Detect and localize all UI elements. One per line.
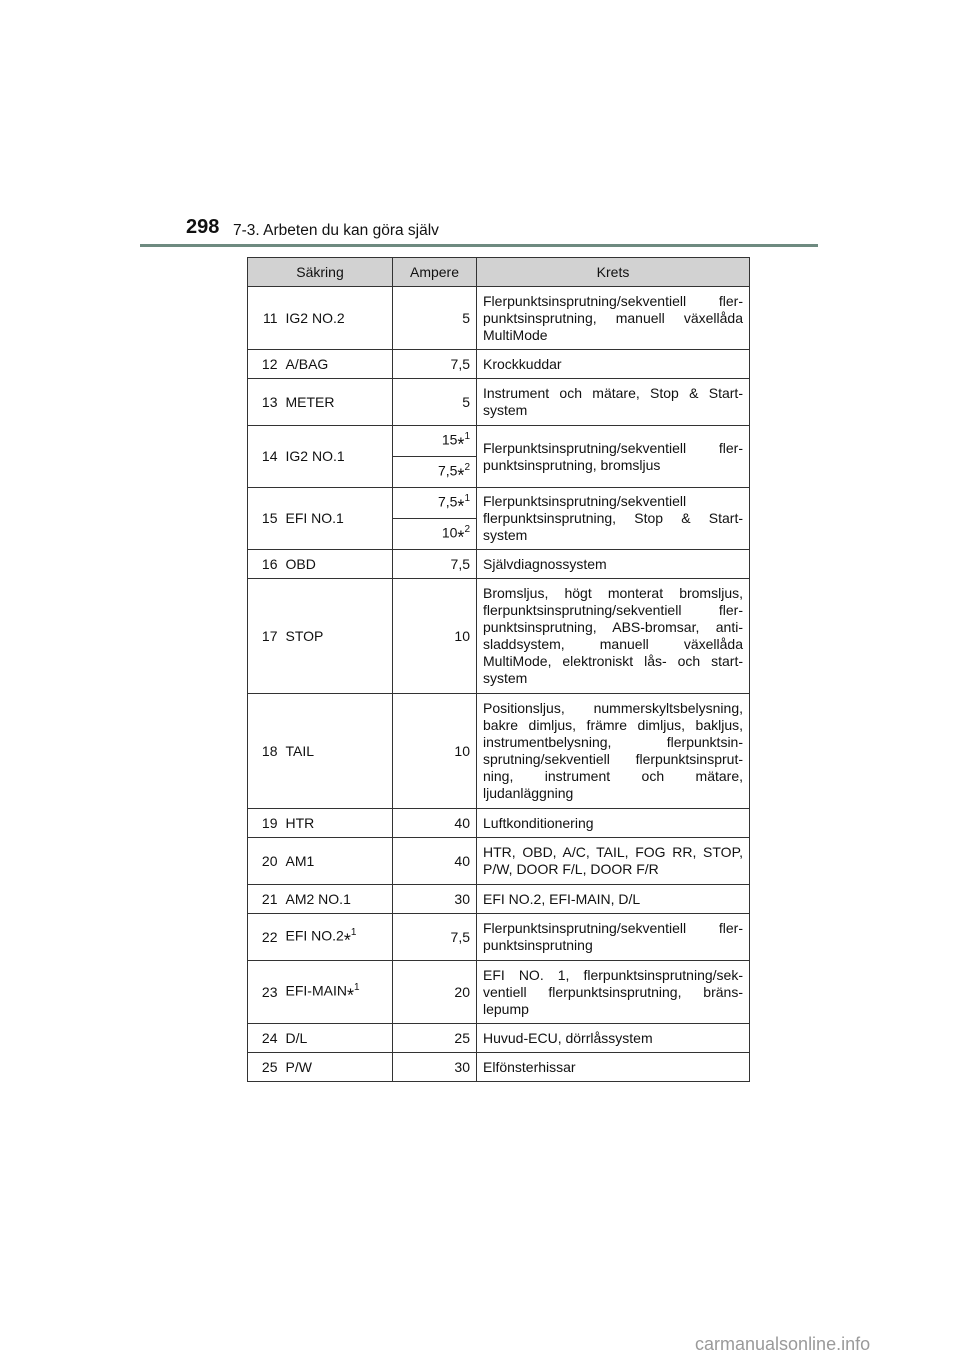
fuse-circuit: Instrument och mätare, Stop & Start-system	[477, 379, 750, 426]
fuse-ampere: 5	[393, 287, 477, 350]
footnote-marker: 1	[350, 927, 357, 939]
fuse-number: 15	[248, 488, 282, 550]
table-row	[248, 488, 750, 519]
fuse-name: P/W	[282, 1053, 393, 1082]
fuse-ampere: 10	[393, 694, 477, 809]
fuse-name: AM1	[282, 838, 393, 885]
table-row	[248, 579, 750, 694]
fuse-ampere: 10*$^2$	[393, 519, 477, 550]
fuse-name: OBD	[282, 550, 393, 579]
fuse-ampere: 25	[393, 1024, 477, 1053]
fuse-number: 25	[248, 1053, 282, 1082]
watermark: carmanualsonline.info	[695, 1334, 871, 1354]
fuse-name: HTR	[282, 809, 393, 838]
fuse-ampere: 30	[393, 885, 477, 914]
fuse-circuit: Flerpunktsinsprutning/sekventiell fler-punktsinsprutning, manuell växellåda MultiMode	[477, 287, 750, 350]
fuse-ampere: 7,5	[393, 914, 477, 961]
fuse-ampere: 7,5*$^1$	[393, 488, 477, 519]
table-row	[248, 885, 750, 914]
table-row	[248, 1024, 750, 1053]
fuse-circuit: EFI NO. 1, flerpunktsinsprutning/sek-ventiell flerpunktsinsprutning, bräns-lepump	[477, 961, 750, 1024]
fuse-circuit: HTR, OBD, A/C, TAIL, FOG RR, STOP, P/W, DOOR F/L, DOOR F/R	[477, 838, 750, 885]
fuse-ampere: 7,5*$^2$	[393, 457, 477, 488]
fuse-table	[247, 257, 750, 1082]
fuse-circuit: Elfönsterhissar	[477, 1053, 750, 1082]
fuse-circuit: Flerpunktsinsprutning/sekventiell fler-punktsinsprutning	[477, 914, 750, 961]
table-row	[248, 550, 750, 579]
fuse-circuit: Flerpunktsinsprutning/sekventiell fler-punktsinsprutning, bromsljus	[477, 426, 750, 488]
fuse-number: 13	[248, 379, 282, 426]
fuse-name: EFI-MAIN*$^1$	[282, 961, 393, 1024]
fuse-number: 23	[248, 961, 282, 1024]
fuse-number: 22	[248, 914, 282, 961]
fuse-name: METER	[282, 379, 393, 426]
fuse-circuit: Bromsljus, högt monterat bromsljus, flerpunktsinsprutning/sekventiell fler-punktsinsprutning, ABS-bromsar, anti-sladdsystem, manuell växellåda MultiMode, elektroniskt lås- och start-system	[477, 579, 750, 694]
fuse-ampere: 7,5	[393, 350, 477, 379]
fuse-name: IG2 NO.1	[282, 426, 393, 488]
fuse-number: 11	[248, 287, 282, 350]
footnote-marker: 1	[353, 982, 360, 994]
fuse-name: D/L	[282, 1024, 393, 1053]
header-divider	[140, 244, 818, 247]
fuse-name: AM2 NO.1	[282, 885, 393, 914]
fuse-name: EFI NO.1	[282, 488, 393, 550]
fuse-ampere: 40	[393, 809, 477, 838]
footnote-marker: 2	[464, 462, 470, 474]
table-header-row	[248, 258, 750, 287]
fuse-circuit: Självdiagnossystem	[477, 550, 750, 579]
fuse-number: 21	[248, 885, 282, 914]
fuse-number: 16	[248, 550, 282, 579]
fuse-number: 12	[248, 350, 282, 379]
table-row	[248, 350, 750, 379]
chapter-title: 7-3. Arbeten du kan göra själv	[233, 222, 439, 239]
footnote-marker: 1	[464, 431, 470, 443]
table-row	[248, 694, 750, 809]
fuse-number: 19	[248, 809, 282, 838]
table-row	[248, 1053, 750, 1082]
table-row	[248, 379, 750, 426]
table-row	[248, 914, 750, 961]
table-row	[248, 287, 750, 350]
column-header-ampere: Ampere	[393, 258, 477, 287]
footnote-marker: 2	[464, 524, 470, 536]
fuse-circuit: Positionsljus, nummerskyltsbelysning, bakre dimljus, främre dimljus, bakljus, instrumentbelysning, flerpunktsin-sprutning/sekventiell flerpunktsinsprut-ning, instrument och mätare, ljudanläggning	[477, 694, 750, 809]
fuse-name: IG2 NO.2	[282, 287, 393, 350]
fuse-name: A/BAG	[282, 350, 393, 379]
fuse-number: 17	[248, 579, 282, 694]
fuse-name: STOP	[282, 579, 393, 694]
column-header-circuit: Krets	[477, 258, 750, 287]
fuse-ampere: 40	[393, 838, 477, 885]
fuse-number: 14	[248, 426, 282, 488]
fuse-circuit: Flerpunktsinsprutning/sekventiell flerpunktsinsprutning, Stop & Start-system	[477, 488, 750, 550]
fuse-ampere: 30	[393, 1053, 477, 1082]
fuse-ampere: 10	[393, 579, 477, 694]
fuse-number: 18	[248, 694, 282, 809]
table-row	[248, 961, 750, 1024]
fuse-circuit: Luftkonditionering	[477, 809, 750, 838]
fuse-name: TAIL	[282, 694, 393, 809]
table-row	[248, 426, 750, 457]
fuse-number: 24	[248, 1024, 282, 1053]
fuse-circuit: EFI NO.2, EFI-MAIN, D/L	[477, 885, 750, 914]
fuse-name: EFI NO.2*$^1$	[282, 914, 393, 961]
table-row	[248, 838, 750, 885]
table-row	[248, 809, 750, 838]
column-header-fuse: Säkring	[248, 258, 393, 287]
page-number: 298	[186, 216, 220, 238]
fuse-ampere: 20	[393, 961, 477, 1024]
fuse-circuit: Krockkuddar	[477, 350, 750, 379]
footnote-marker: 1	[464, 493, 470, 505]
fuse-ampere: 7,5	[393, 550, 477, 579]
fuse-number: 20	[248, 838, 282, 885]
fuse-ampere: 5	[393, 379, 477, 426]
fuse-circuit: Huvud-ECU, dörrlåssystem	[477, 1024, 750, 1053]
fuse-ampere: 15*$^1$	[393, 426, 477, 457]
